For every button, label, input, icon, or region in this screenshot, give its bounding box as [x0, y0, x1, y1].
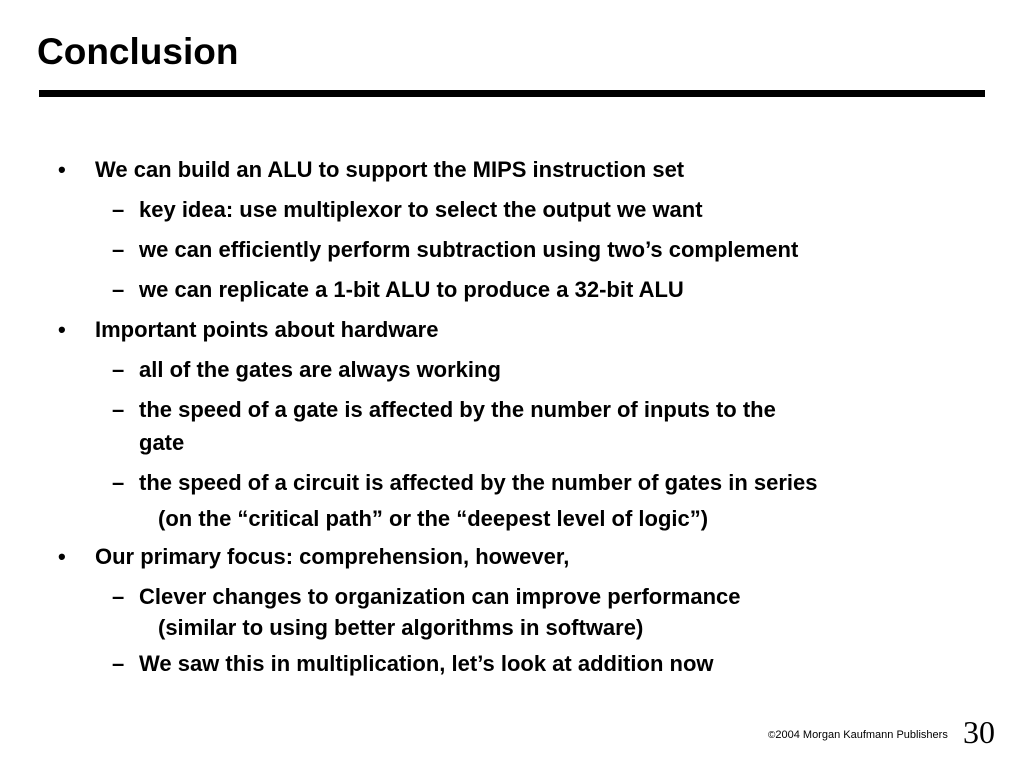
sub-bullet-item: all of the gates are always working [139, 357, 501, 382]
copyright-notice [768, 728, 948, 743]
sub-bullet-marker: – [112, 584, 125, 609]
bullet-marker: • [58, 157, 66, 182]
sub-bullet-item: Clever changes to organization can improve performance [139, 584, 741, 609]
sub-bullet-marker: – [112, 237, 125, 262]
page-number: 30 [963, 714, 995, 750]
sub-bullet-continuation: gate [139, 430, 185, 455]
sub-bullet-item: the speed of a circuit is affected by the number of gates in series [139, 470, 818, 495]
bullet-marker: • [58, 544, 66, 569]
bullet-item: Our primary focus: comprehension, however, [95, 544, 570, 569]
sub-bullet-continuation: (on the “critical path” or the “deepest level of logic”) [158, 506, 709, 531]
sub-bullet-continuation: (similar to using better algorithms in software) [158, 615, 644, 640]
sub-bullet-item: we can efficiently perform subtraction using two’s complement [139, 237, 799, 262]
sub-bullet-marker: – [112, 651, 125, 676]
sub-bullet-marker: – [112, 277, 125, 302]
sub-bullet-item: We saw this in multiplication, let’s look at addition now [139, 651, 714, 676]
bullet-marker: • [58, 317, 66, 342]
sub-bullet-marker: – [112, 357, 125, 382]
bullet-item: We can build an ALU to support the MIPS instruction set [95, 157, 685, 182]
sub-bullet-marker: – [112, 197, 125, 222]
bullet-item: Important points about hardware [95, 317, 439, 342]
copyright-symbol: © [768, 730, 776, 741]
copyright-text: 2004 Morgan Kaufmann Publishers [775, 729, 948, 741]
sub-bullet-item: key idea: use multiplexor to select the output we want [139, 197, 703, 222]
sub-bullet-marker: – [112, 470, 125, 495]
sub-bullet-marker: – [112, 397, 125, 422]
sub-bullet-item: we can replicate a 1-bit ALU to produce a 32-bit ALU [139, 277, 684, 302]
slide-title: Conclusion [37, 31, 239, 72]
sub-bullet-item: the speed of a gate is affected by the number of inputs to the [139, 397, 776, 422]
